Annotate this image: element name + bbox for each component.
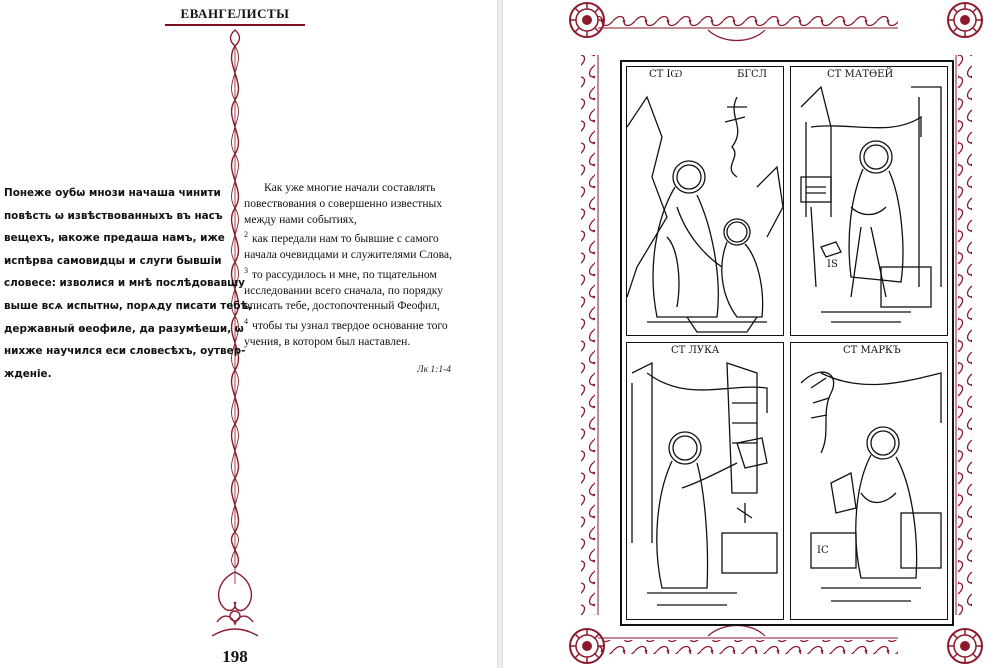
left-page [0, 0, 497, 668]
verse-text: то рассудилось и мне, по тщательном исследовании всего сначала, по порядку описать тебе, достопочтенный Феофил, [244, 267, 443, 313]
panel-label: СТ ЛУКА [671, 345, 720, 356]
verse-4 [244, 314, 466, 349]
slavonic-line: выше всѧ испытнѡ, порѧду писати тебѣ, [4, 299, 253, 312]
slavonic-line: вещехъ, ꙗкоже предаша намъ, иже [4, 232, 225, 245]
slavonic-line: повѣсть ѡ извѣствованныхъ въ насъ [4, 209, 223, 222]
matthew-figure [791, 67, 947, 335]
slavonic-line: испѣрва самовидцы и слуги бывшiи [4, 254, 222, 267]
verse-2 [244, 227, 466, 262]
verse-text: как передали нам то бывшие с самого начала очевидцами и служителями Слова, [244, 232, 452, 262]
verse-number: 2 [244, 230, 248, 240]
verse-3 [244, 263, 466, 314]
verse-text: чтобы ты узнал твердое основание того учения, в котором был наставлен. [244, 318, 448, 348]
luke-figure [627, 343, 783, 619]
verse-number: 4 [244, 317, 248, 327]
slavonic-line: державный ѳеофиле, да разумѣеши, ѡ [4, 322, 244, 335]
page-number: 198 [222, 647, 248, 666]
panel-label: СТ ІѠ [649, 69, 683, 80]
verse-number: 3 [244, 265, 248, 275]
evangelists-icon [620, 60, 954, 626]
icon-panel-john [626, 66, 784, 336]
scripture-citation: Лк 1:1-4 [417, 365, 451, 375]
svg-text:IC: IC [817, 545, 829, 556]
panel-label: СТ МАТѲЕЙ [827, 69, 894, 80]
svg-text:IS: IS [827, 259, 838, 270]
icon-panel-matthew [790, 66, 948, 336]
john-figure [627, 67, 783, 335]
mark-figure [791, 343, 947, 619]
verse-text: Как уже многие начали составлять повествования о совершенно известных между нами событиях, [244, 181, 443, 226]
panel-label: БГСЛ [737, 69, 767, 80]
running-head: ЕВАНГЕЛИСТЫ [180, 6, 290, 21]
slavonic-line: словесе: изволися и мнѣ послѣдовавшу [4, 277, 245, 290]
verse-1 [244, 180, 466, 227]
panel-label: СТ МАРКЪ [843, 345, 901, 356]
slavonic-line: Понеже оубѡ мнози начаша чинити [4, 187, 221, 199]
slavonic-line: жденiе. [4, 367, 52, 380]
slavonic-text [4, 182, 253, 385]
icon-panel-mark [790, 342, 948, 620]
icon-panel-luke [626, 342, 784, 620]
slavonic-line: нихже научился еси словесѣхъ, оутвер- [4, 345, 246, 358]
russian-text [244, 180, 466, 350]
